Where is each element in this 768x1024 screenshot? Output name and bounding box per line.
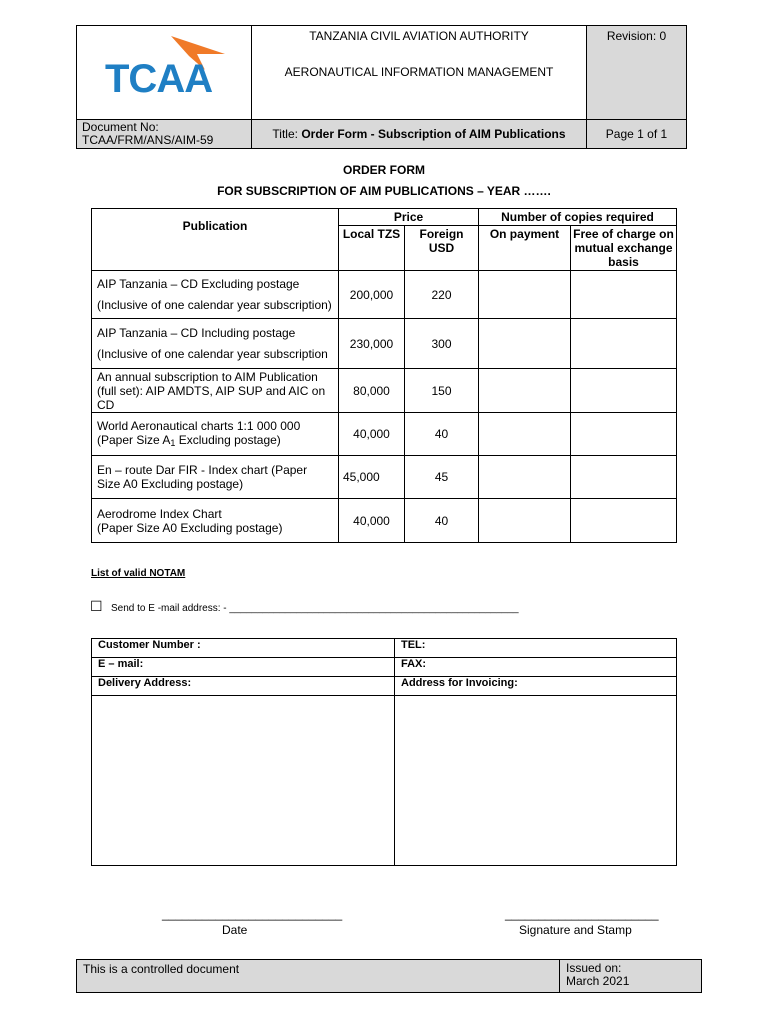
date-label: Date xyxy=(222,923,248,937)
foreign-price: 45 xyxy=(405,456,479,499)
publication-name: An annual subscription to AIM Publication (full set): AIP AMDTS, AIP SUP and AIC on CD xyxy=(97,369,326,412)
foreign-price: 150 xyxy=(405,369,479,413)
customer-number-field[interactable]: Customer Number : xyxy=(92,639,395,658)
publications-table xyxy=(91,208,677,543)
page-cell xyxy=(587,120,687,149)
foreign-price: 220 xyxy=(405,271,479,319)
local-price: 40,000 xyxy=(339,499,405,543)
on-payment-field[interactable] xyxy=(479,319,571,369)
local-price: 80,000 xyxy=(339,369,405,413)
doc-no: TCAA/FRM/ANS/AIM-59 xyxy=(82,133,214,147)
doc-title: Order Form - Subscription of AIM Publications xyxy=(301,127,566,141)
on-payment-field[interactable] xyxy=(479,369,571,413)
on-payment-field[interactable] xyxy=(479,413,571,456)
publication-note: (Paper Size $A_1$ Excluding postage) xyxy=(97,432,281,448)
publication-name: Aerodrome Index Chart xyxy=(97,506,222,521)
issued-date: March 2021 xyxy=(566,974,630,988)
issued-label: Issued on: xyxy=(566,961,622,975)
publication-note: (Paper Size A0 Excluding postage) xyxy=(97,520,283,535)
tcaa-logo xyxy=(77,26,251,119)
doc-no-label: Document No: xyxy=(82,120,159,134)
free-field[interactable] xyxy=(571,271,677,319)
revision: Revision: 0 xyxy=(606,29,667,43)
notam-heading: List of valid NOTAM xyxy=(91,568,186,579)
title-cell xyxy=(252,120,587,149)
publication-cell xyxy=(92,319,339,369)
document-header xyxy=(76,25,687,149)
on-payment-field[interactable] xyxy=(479,499,571,543)
publication-name: AIP Tanzania – CD Excluding postage xyxy=(97,276,300,291)
email-field[interactable]: E – mail: xyxy=(92,658,395,677)
title-prefix: Title: xyxy=(272,127,302,141)
on-payment-field[interactable] xyxy=(479,456,571,499)
publication-name: En – route Dar FIR - Index chart (Paper Size A0 Excluding postage) xyxy=(97,463,308,491)
date-line: ___________________________ xyxy=(162,907,343,921)
local-price: 230,000 xyxy=(339,319,405,369)
table-row xyxy=(92,499,677,543)
publication-cell xyxy=(92,456,339,499)
col-price: Price xyxy=(339,209,479,226)
foreign-price: 40 xyxy=(405,499,479,543)
col-copies: Number of copies required xyxy=(479,209,677,226)
fax-field[interactable]: FAX: xyxy=(395,658,677,677)
notam-checkbox[interactable]: ☐ xyxy=(90,598,103,614)
form-title: ORDER FORM xyxy=(343,163,425,177)
publication-cell xyxy=(92,499,339,543)
invoicing-address-field[interactable] xyxy=(395,696,677,866)
on-payment-field[interactable] xyxy=(479,271,571,319)
publication-name: AIP Tanzania – CD Including postage xyxy=(97,325,296,340)
free-field[interactable] xyxy=(571,319,677,369)
document-footer xyxy=(76,959,702,993)
publication-cell xyxy=(92,413,339,456)
form-subtitle: FOR SUBSCRIPTION OF AIM PUBLICATIONS – YEAR ……. xyxy=(217,184,551,198)
logo-cell xyxy=(77,26,252,120)
col-on-payment: On payment xyxy=(479,226,571,271)
email-blank[interactable]: ____________________________________________________ xyxy=(229,603,519,614)
col-publication: Publication xyxy=(92,209,339,271)
local-price: 200,000 xyxy=(339,271,405,319)
publication-name: World Aeronautical charts 1:1 000 000 xyxy=(97,418,301,433)
doc-no-cell xyxy=(77,120,252,149)
free-field[interactable] xyxy=(571,456,677,499)
local-price: 45,000 xyxy=(339,456,405,499)
table-row xyxy=(92,456,677,499)
col-foreign: Foreign USD xyxy=(405,226,479,271)
org-name: TANZANIA CIVIL AVIATION AUTHORITY xyxy=(309,29,529,43)
table-row xyxy=(92,319,677,369)
col-local: Local TZS xyxy=(339,226,405,271)
foreign-price: 300 xyxy=(405,319,479,369)
signature-label: Signature and Stamp xyxy=(519,923,632,937)
publication-cell xyxy=(92,369,339,413)
notam-email-line[interactable] xyxy=(111,603,519,614)
customer-table xyxy=(91,638,677,866)
tel-field[interactable]: TEL: xyxy=(395,639,677,658)
delivery-address-field[interactable] xyxy=(92,696,395,866)
free-field[interactable] xyxy=(571,413,677,456)
org-cell xyxy=(252,26,587,120)
signature-line: _______________________ xyxy=(505,907,659,921)
publication-note: (Inclusive of one calendar year subscription) xyxy=(97,297,332,312)
dept-name: AERONAUTICAL INFORMATION MANAGEMENT xyxy=(284,65,554,79)
free-field[interactable] xyxy=(571,499,677,543)
publication-note: (Inclusive of one calendar year subscription xyxy=(97,346,328,361)
table-row xyxy=(92,369,677,413)
controlled-note: This is a controlled document xyxy=(77,960,560,993)
send-label: Send to E -mail address: - xyxy=(111,603,230,614)
foreign-price: 40 xyxy=(405,413,479,456)
page-number: Page 1 of 1 xyxy=(605,127,668,141)
table-row xyxy=(92,271,677,319)
delivery-address-label: Delivery Address: xyxy=(92,677,395,696)
logo-text: TCAA xyxy=(105,57,213,101)
local-price: 40,000 xyxy=(339,413,405,456)
revision-cell xyxy=(587,26,687,120)
invoicing-address-label: Address for Invoicing: xyxy=(395,677,677,696)
free-field[interactable] xyxy=(571,369,677,413)
col-free: Free of charge on mutual exchange basis xyxy=(571,226,677,271)
table-row xyxy=(92,413,677,456)
issued-cell xyxy=(560,960,702,993)
publication-cell xyxy=(92,271,339,319)
